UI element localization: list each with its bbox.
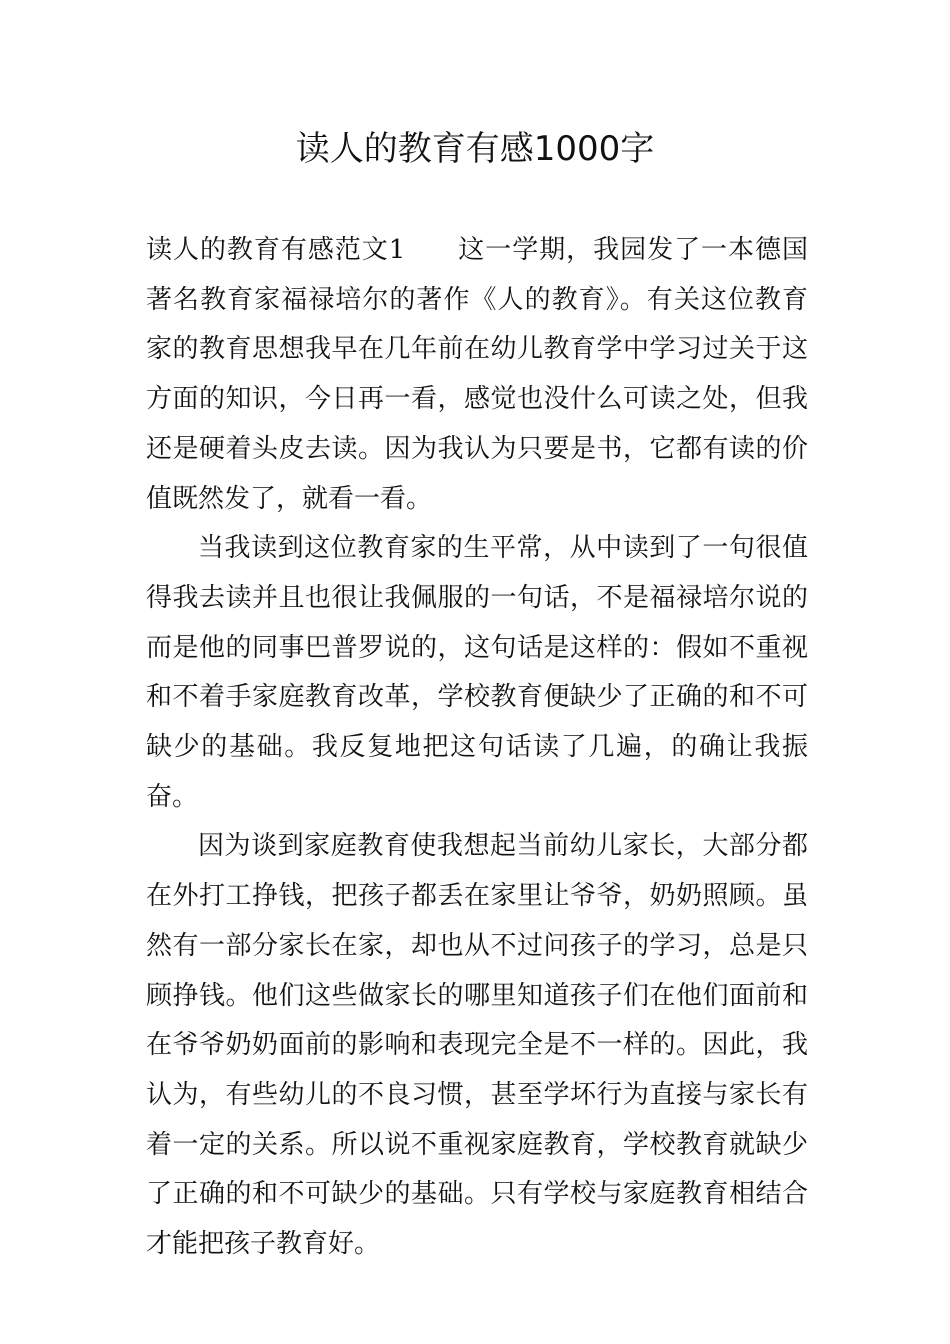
document-title: 读人的教育有感1000字: [295, 129, 655, 169]
paragraph-1: [146, 226, 808, 524]
document-body: [146, 226, 808, 1270]
essay-label: 读人的教育有感范文1: [146, 235, 406, 265]
paragraph-3: 因为谈到家庭教育使我想起当前幼儿家长，大部分都在外打工挣钱，把孩子都丢在家里让爷爷，奶奶照顾。虽然有一部分家长在家，却也从不过问孩子的学习，总是只顾挣钱。他们这些做家长的哪里知道孩子们在他们面前和在爷爷奶奶面前的影响和表现完全是不一样的。因此，我认为，有些幼儿的不良习惯，甚至学坏行为直接与家长有着一定的关系。所以说不重视家庭教育，学校教育就缺少了正确的和不可缺少的基础。只有学校与家庭教育相结合才能把孩子教育好。: [146, 831, 808, 1260]
paragraph-1-text: 这一学期，我园发了一本德国著名教育家福禄培尔的著作《人的教育》。有关这位教育家的教育思想我早在几年前在幼儿教育学中学习过关于这方面的知识，今日再一看，感觉也没什么可读之处，但我还是硬着头皮去读。因为我认为只要是书，它都有读的价值既然发了，就看一看。: [146, 235, 808, 514]
paragraph-2: 当我读到这位教育家的生平常，从中读到了一句很值得我去读并且也很让我佩服的一句话，不是福禄培尔说的而是他的同事巴普罗说的，这句话是这样的：假如不重视和不着手家庭教育改革，学校教育便缺少了正确的和不可缺少的基础。我反复地把这句话读了几遍，的确让我振奋。: [146, 533, 808, 812]
